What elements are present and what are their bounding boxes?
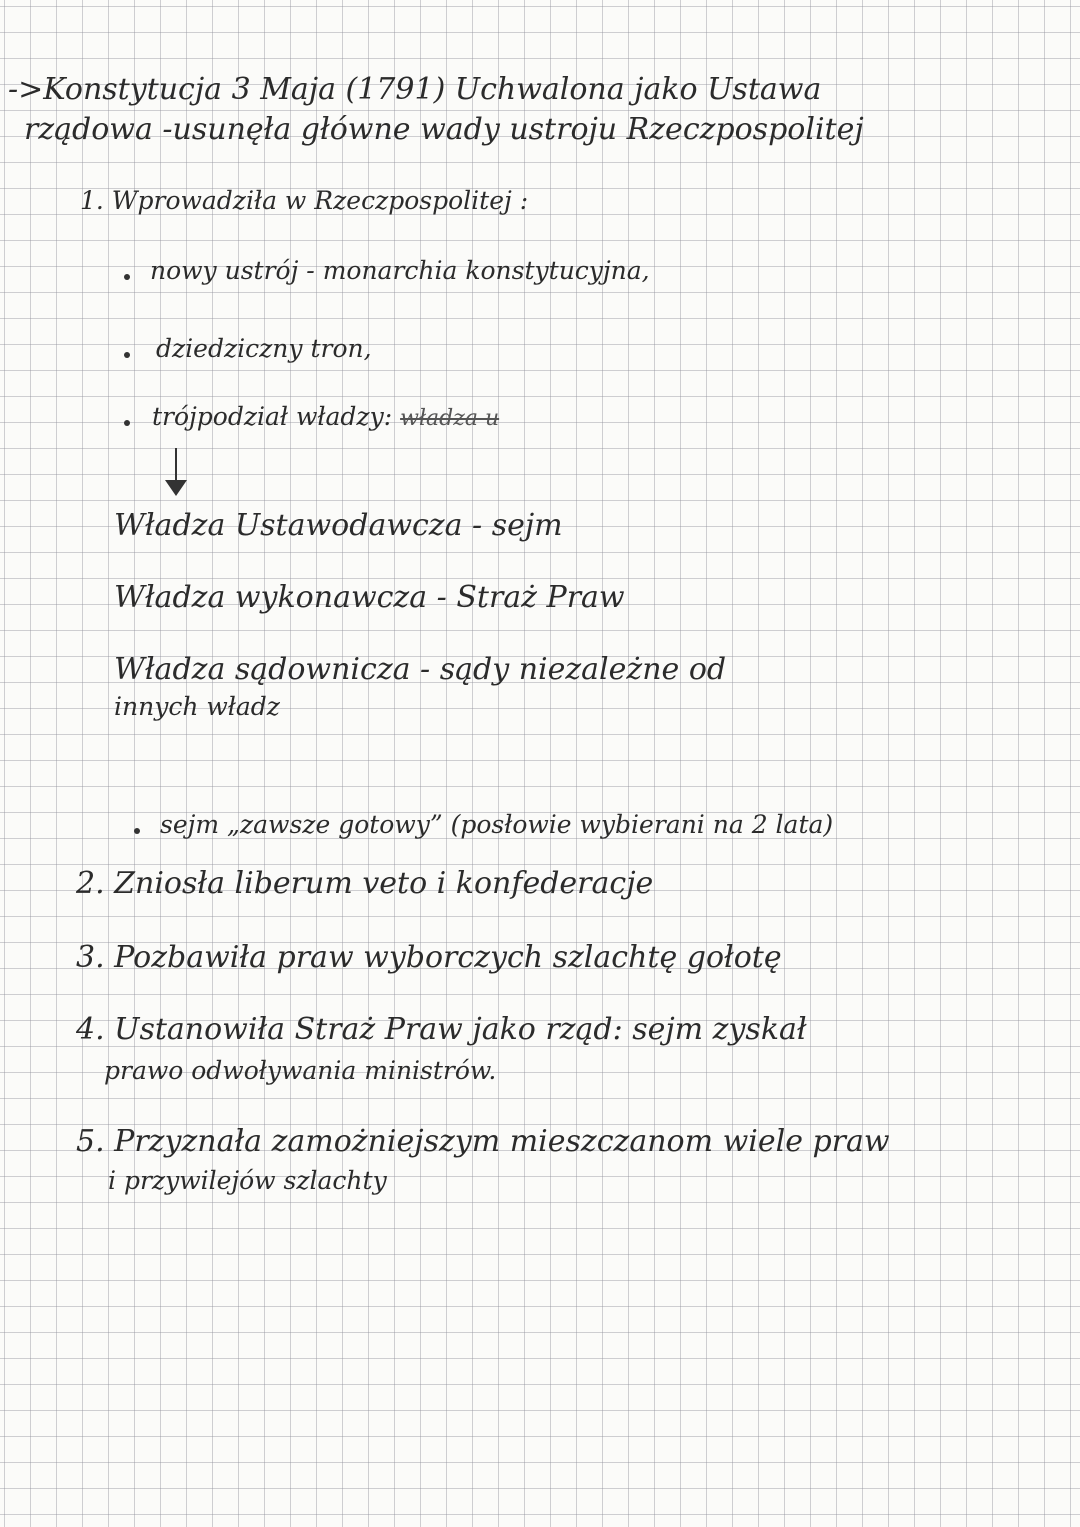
crossed-out-text: władza u [400, 406, 500, 431]
title-line-1: ->Konstytucja 3 Maja (1791) Uchwalona jako Ustawa [8, 72, 822, 107]
separation-label: trójpodział władzy: [152, 402, 393, 431]
bullet-dot [124, 420, 130, 426]
judicial-power: Władza sądownicza - sądy niezależne od [114, 652, 727, 687]
executive-power: Władza wykonawcza - Straż Praw [114, 580, 625, 615]
bullet-dot [124, 352, 130, 358]
bullet-new-system: nowy ustrój - monarchia konstytucyjna, [150, 256, 650, 285]
judicial-power-continued: innych władz [114, 692, 280, 721]
point-2: 2. Zniosła liberum veto i konfederacje [76, 866, 654, 901]
point-4: 4. Ustanowiła Straż Praw jako rząd: sejm zyskał [76, 1012, 807, 1047]
point-5-continued: i przywilejów szlachty [108, 1166, 387, 1195]
bullet-sejm-always-ready: sejm „zawsze gotowy” (posłowie wybierani na 2 lata) [160, 810, 834, 839]
bullet-dot [134, 828, 140, 834]
point-4-continued: prawo odwoływania ministrów. [104, 1056, 497, 1085]
point-1-heading: 1. Wprowadziła w Rzeczpospolitej : [80, 186, 529, 215]
title-line-2: rządowa -usunęła główne wady ustroju Rzeczpospolitej [24, 112, 864, 147]
legislative-power: Władza Ustawodawcza - sejm [114, 508, 563, 543]
bullet-dot [124, 274, 130, 280]
point-5: 5. Przyznała zamożniejszym mieszczanom wiele praw [76, 1124, 890, 1159]
point-3: 3. Pozbawiła praw wyborczych szlachtę gołotę [76, 940, 782, 975]
bullet-separation-of-powers [152, 402, 499, 431]
bullet-hereditary-throne: dziedziczny tron, [156, 334, 372, 363]
